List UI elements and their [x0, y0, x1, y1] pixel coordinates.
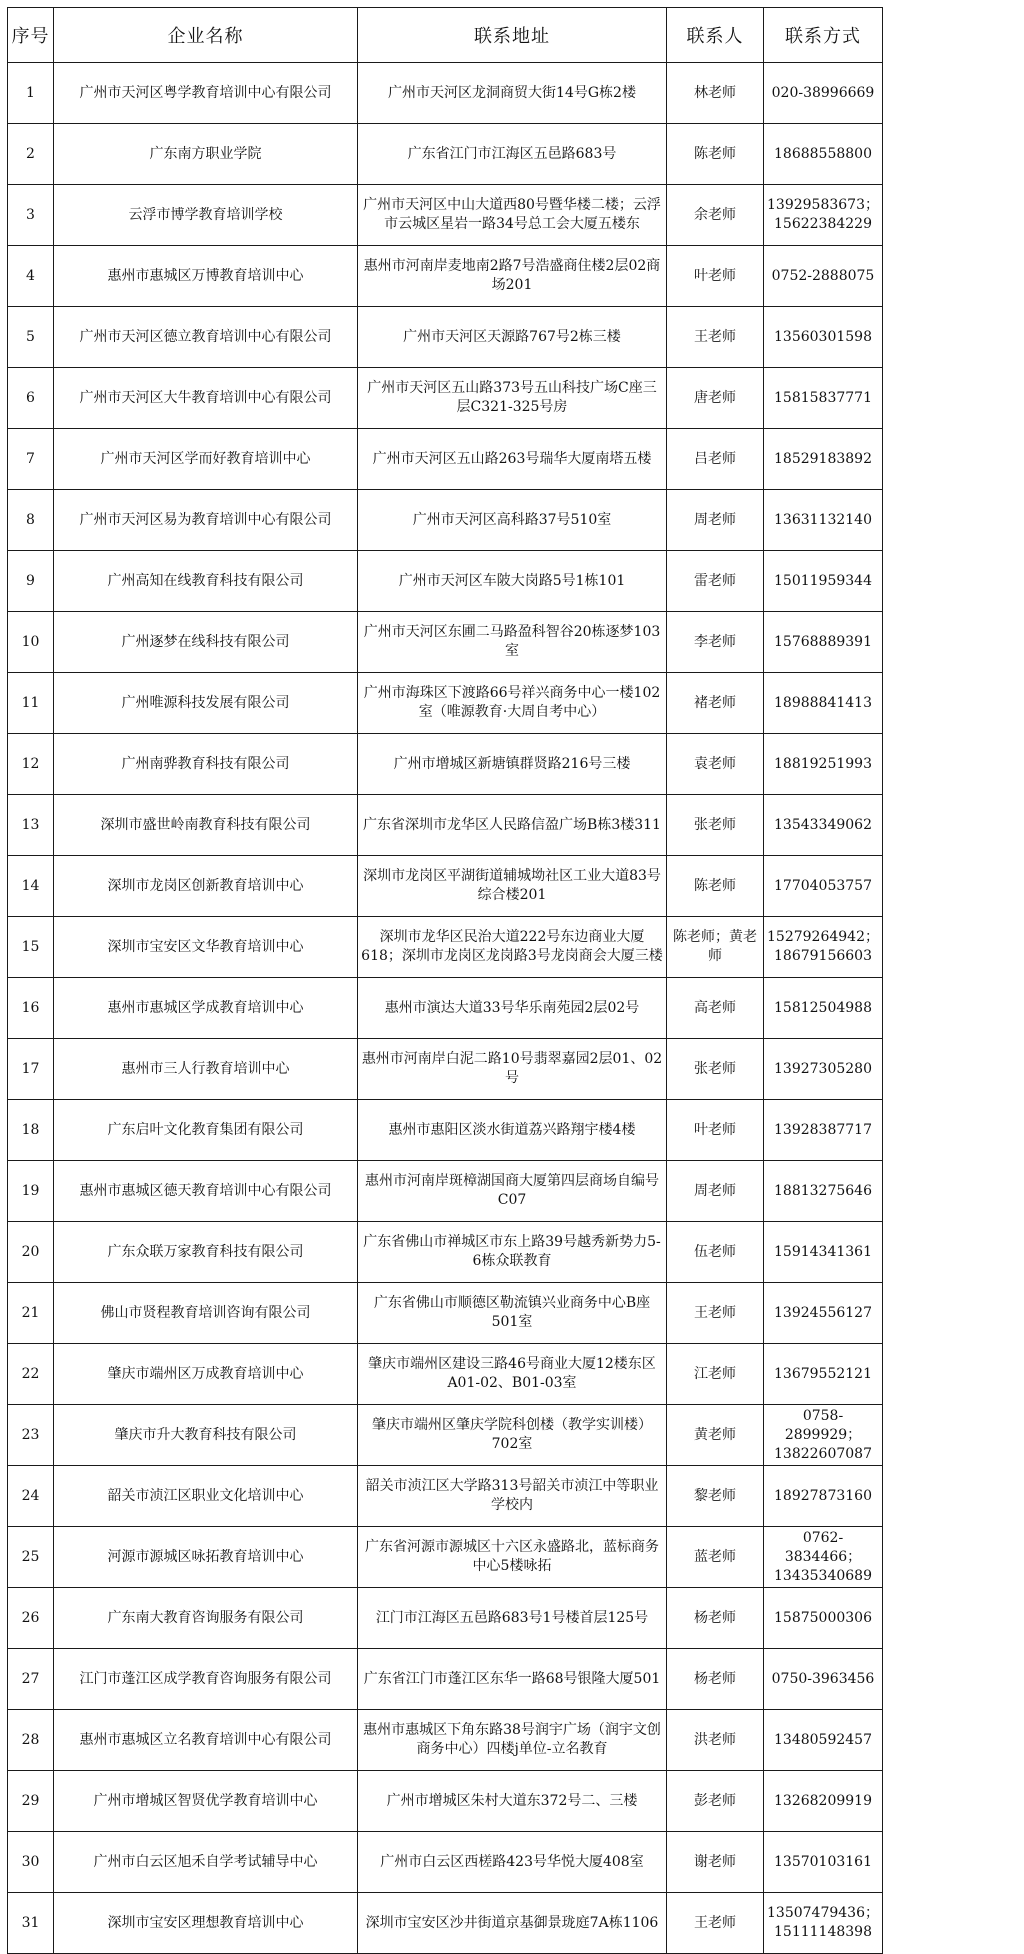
cell-contact-person: 余老师 — [667, 185, 764, 246]
cell-index: 1 — [8, 63, 54, 124]
cell-contact-method: 15011959344 — [764, 551, 883, 612]
cell-contact-method: 13631132140 — [764, 490, 883, 551]
cell-contact-person: 褚老师 — [667, 673, 764, 734]
cell-company-name: 深圳市龙岗区创新教育培训中心 — [54, 856, 358, 917]
cell-contact-person: 王老师 — [667, 1893, 764, 1954]
cell-index: 30 — [8, 1832, 54, 1893]
header-address: 联系地址 — [358, 8, 667, 63]
cell-contact-person: 杨老师 — [667, 1588, 764, 1649]
cell-contact-method: 18529183892 — [764, 429, 883, 490]
cell-index: 11 — [8, 673, 54, 734]
cell-index: 18 — [8, 1100, 54, 1161]
cell-contact-person: 林老师 — [667, 63, 764, 124]
cell-index: 6 — [8, 368, 54, 429]
cell-contact-method: 0758-2899929；13822607087 — [764, 1405, 883, 1466]
cell-index: 15 — [8, 917, 54, 978]
cell-contact-method: 13268209919 — [764, 1771, 883, 1832]
table-row — [8, 1161, 883, 1222]
cell-company-name: 肇庆市升大教育科技有限公司 — [54, 1405, 358, 1466]
cell-index: 24 — [8, 1466, 54, 1527]
cell-company-name: 韶关市浈江区职业文化培训中心 — [54, 1466, 358, 1527]
cell-address: 广州市天河区五山路373号五山科技广场C座三层C321-325号房 — [358, 368, 667, 429]
cell-company-name: 广东众联万家教育科技有限公司 — [54, 1222, 358, 1283]
cell-contact-person: 伍老师 — [667, 1222, 764, 1283]
institution-contact-table — [7, 7, 883, 1954]
header-company-name: 企业名称 — [54, 8, 358, 63]
cell-contact-method: 13570103161 — [764, 1832, 883, 1893]
cell-index: 14 — [8, 856, 54, 917]
cell-company-name: 河源市源城区咏拓教育培训中心 — [54, 1527, 358, 1588]
cell-contact-method: 13560301598 — [764, 307, 883, 368]
cell-index: 26 — [8, 1588, 54, 1649]
cell-address: 广东省深圳市龙华区人民路信盈广场B栋3楼311 — [358, 795, 667, 856]
cell-contact-method: 0750-3963456 — [764, 1649, 883, 1710]
cell-company-name: 广州市白云区旭禾自学考试辅导中心 — [54, 1832, 358, 1893]
table-row — [8, 1344, 883, 1405]
table-row — [8, 1405, 883, 1466]
cell-contact-method: 13929583673；15622384229 — [764, 185, 883, 246]
cell-contact-method: 13507479436；15111148398 — [764, 1893, 883, 1954]
table-row — [8, 1283, 883, 1344]
cell-company-name: 广州市天河区粤学教育培训中心有限公司 — [54, 63, 358, 124]
table-row — [8, 63, 883, 124]
table-row — [8, 307, 883, 368]
cell-contact-person: 彭老师 — [667, 1771, 764, 1832]
cell-index: 12 — [8, 734, 54, 795]
cell-contact-person: 蓝老师 — [667, 1527, 764, 1588]
cell-contact-method: 13543349062 — [764, 795, 883, 856]
cell-index: 22 — [8, 1344, 54, 1405]
cell-contact-person: 王老师 — [667, 1283, 764, 1344]
cell-index: 17 — [8, 1039, 54, 1100]
cell-address: 广州市天河区天源路767号2栋三楼 — [358, 307, 667, 368]
cell-address: 广东省河源市源城区十六区永盛路北，蓝标商务中心5楼咏拓 — [358, 1527, 667, 1588]
table-row — [8, 1100, 883, 1161]
table-row — [8, 1771, 883, 1832]
cell-company-name: 佛山市贤程教育培训咨询有限公司 — [54, 1283, 358, 1344]
cell-company-name: 云浮市博学教育培训学校 — [54, 185, 358, 246]
cell-contact-method: 18988841413 — [764, 673, 883, 734]
cell-index: 5 — [8, 307, 54, 368]
cell-contact-method: 15812504988 — [764, 978, 883, 1039]
cell-index: 2 — [8, 124, 54, 185]
table-row — [8, 856, 883, 917]
cell-contact-method: 18688558800 — [764, 124, 883, 185]
cell-address: 广州市增城区朱村大道东372号二、三楼 — [358, 1771, 667, 1832]
cell-contact-method: 15768889391 — [764, 612, 883, 673]
cell-contact-person: 谢老师 — [667, 1832, 764, 1893]
cell-company-name: 广州市增城区智贤优学教育培训中心 — [54, 1771, 358, 1832]
cell-index: 25 — [8, 1527, 54, 1588]
table-row — [8, 429, 883, 490]
table-row — [8, 1893, 883, 1954]
cell-company-name: 惠州市惠城区学成教育培训中心 — [54, 978, 358, 1039]
cell-address: 广州市天河区车陂大岗路5号1栋101 — [358, 551, 667, 612]
cell-index: 19 — [8, 1161, 54, 1222]
table-body — [8, 63, 883, 1954]
table-row — [8, 1527, 883, 1588]
cell-company-name: 广州唯源科技发展有限公司 — [54, 673, 358, 734]
cell-index: 28 — [8, 1710, 54, 1771]
cell-index: 8 — [8, 490, 54, 551]
cell-contact-method: 0762-3834466；13435340689 — [764, 1527, 883, 1588]
cell-contact-method: 18927873160 — [764, 1466, 883, 1527]
cell-contact-method: 15875000306 — [764, 1588, 883, 1649]
table-row — [8, 368, 883, 429]
cell-contact-person: 陈老师；黄老师 — [667, 917, 764, 978]
table-row — [8, 673, 883, 734]
cell-address: 肇庆市端州区建设三路46号商业大厦12楼东区A01-02、B01-03室 — [358, 1344, 667, 1405]
cell-index: 13 — [8, 795, 54, 856]
cell-contact-person: 周老师 — [667, 1161, 764, 1222]
cell-contact-method: 13927305280 — [764, 1039, 883, 1100]
cell-company-name: 广州逐梦在线科技有限公司 — [54, 612, 358, 673]
cell-contact-person: 张老师 — [667, 795, 764, 856]
cell-contact-person: 叶老师 — [667, 1100, 764, 1161]
header-index: 序号 — [8, 8, 54, 63]
cell-contact-person: 高老师 — [667, 978, 764, 1039]
table-row — [8, 734, 883, 795]
cell-company-name: 肇庆市端州区万成教育培训中心 — [54, 1344, 358, 1405]
cell-contact-method: 13480592457 — [764, 1710, 883, 1771]
cell-company-name: 深圳市盛世岭南教育科技有限公司 — [54, 795, 358, 856]
cell-contact-person: 江老师 — [667, 1344, 764, 1405]
cell-address: 深圳市宝安区沙井街道京基御景珑庭7A栋1106 — [358, 1893, 667, 1954]
cell-company-name: 广东南方职业学院 — [54, 124, 358, 185]
cell-company-name: 广东启叶文化教育集团有限公司 — [54, 1100, 358, 1161]
cell-contact-person: 黄老师 — [667, 1405, 764, 1466]
cell-contact-method: 020-38996669 — [764, 63, 883, 124]
cell-company-name: 惠州市惠城区德天教育培训中心有限公司 — [54, 1161, 358, 1222]
cell-address: 惠州市河南岸白泥二路10号翡翠嘉园2层01、02号 — [358, 1039, 667, 1100]
cell-contact-method: 0752-2888075 — [764, 246, 883, 307]
table-row — [8, 612, 883, 673]
cell-index: 4 — [8, 246, 54, 307]
cell-contact-person: 李老师 — [667, 612, 764, 673]
cell-address: 惠州市惠城区下角东路38号润宇广场（润宇文创商务中心）四楼j单位-立名教育 — [358, 1710, 667, 1771]
cell-contact-person: 陈老师 — [667, 124, 764, 185]
cell-address: 广东省佛山市禅城区市东上路39号越秀新势力5-6栋众联教育 — [358, 1222, 667, 1283]
cell-address: 广东省佛山市顺德区勒流镇兴业商务中心B座501室 — [358, 1283, 667, 1344]
cell-contact-method: 15815837771 — [764, 368, 883, 429]
cell-company-name: 广州市天河区德立教育培训中心有限公司 — [54, 307, 358, 368]
cell-address: 惠州市惠阳区淡水街道荔兴路翔宇楼4楼 — [358, 1100, 667, 1161]
cell-address: 广州市天河区东圃二马路盈科智谷20栋逐梦103室 — [358, 612, 667, 673]
cell-company-name: 广州市天河区易为教育培训中心有限公司 — [54, 490, 358, 551]
cell-company-name: 广州市天河区学而好教育培训中心 — [54, 429, 358, 490]
table-row — [8, 1649, 883, 1710]
cell-company-name: 惠州市惠城区立名教育培训中心有限公司 — [54, 1710, 358, 1771]
cell-index: 29 — [8, 1771, 54, 1832]
cell-contact-method: 13924556127 — [764, 1283, 883, 1344]
cell-address: 深圳市龙华区民治大道222号东边商业大厦618；深圳市龙岗区龙岗路3号龙岗商会大厦三楼 — [358, 917, 667, 978]
cell-company-name: 惠州市惠城区万博教育培训中心 — [54, 246, 358, 307]
cell-address: 江门市江海区五邑路683号1号楼首层125号 — [358, 1588, 667, 1649]
cell-index: 31 — [8, 1893, 54, 1954]
cell-address: 广东省江门市江海区五邑路683号 — [358, 124, 667, 185]
cell-company-name: 广州高知在线教育科技有限公司 — [54, 551, 358, 612]
cell-address: 广州市白云区西槎路423号华悦大厦408室 — [358, 1832, 667, 1893]
table-row — [8, 185, 883, 246]
cell-address: 广东省江门市蓬江区东华一路68号银隆大厦501 — [358, 1649, 667, 1710]
table-row — [8, 1222, 883, 1283]
cell-address: 深圳市龙岗区平湖街道辅城坳社区工业大道83号综合楼201 — [358, 856, 667, 917]
table-row — [8, 1039, 883, 1100]
cell-contact-person: 王老师 — [667, 307, 764, 368]
cell-address: 广州市天河区中山大道西80号暨华楼二楼；云浮市云城区星岩一路34号总工会大厦五楼东 — [358, 185, 667, 246]
cell-index: 10 — [8, 612, 54, 673]
cell-contact-person: 张老师 — [667, 1039, 764, 1100]
cell-contact-method: 13679552121 — [764, 1344, 883, 1405]
cell-index: 23 — [8, 1405, 54, 1466]
cell-address: 惠州市河南岸麦地南2路7号浩盛商住楼2层02商场201 — [358, 246, 667, 307]
header-contact-person: 联系人 — [667, 8, 764, 63]
cell-index: 20 — [8, 1222, 54, 1283]
cell-index: 27 — [8, 1649, 54, 1710]
table-row — [8, 917, 883, 978]
cell-company-name: 广州南骅教育科技有限公司 — [54, 734, 358, 795]
cell-contact-person: 洪老师 — [667, 1710, 764, 1771]
cell-address: 惠州市演达大道33号华乐南苑园2层02号 — [358, 978, 667, 1039]
cell-company-name: 深圳市宝安区文华教育培训中心 — [54, 917, 358, 978]
cell-index: 3 — [8, 185, 54, 246]
cell-address: 惠州市河南岸斑樟湖国商大厦第四层商场自编号C07 — [358, 1161, 667, 1222]
cell-contact-person: 吕老师 — [667, 429, 764, 490]
cell-company-name: 深圳市宝安区理想教育培训中心 — [54, 1893, 358, 1954]
table-row — [8, 124, 883, 185]
cell-contact-person: 雷老师 — [667, 551, 764, 612]
table-row — [8, 1832, 883, 1893]
table-row — [8, 490, 883, 551]
cell-contact-method: 15279264942；18679156603 — [764, 917, 883, 978]
cell-company-name: 惠州市三人行教育培训中心 — [54, 1039, 358, 1100]
cell-company-name: 江门市蓬江区成学教育咨询服务有限公司 — [54, 1649, 358, 1710]
cell-address: 广州市天河区高科路37号510室 — [358, 490, 667, 551]
cell-address: 广州市增城区新塘镇群贤路216号三楼 — [358, 734, 667, 795]
cell-index: 16 — [8, 978, 54, 1039]
cell-contact-method: 18819251993 — [764, 734, 883, 795]
table-row — [8, 1466, 883, 1527]
cell-contact-person: 袁老师 — [667, 734, 764, 795]
header-contact-method: 联系方式 — [764, 8, 883, 63]
cell-address: 韶关市浈江区大学路313号韶关市浈江中等职业学校内 — [358, 1466, 667, 1527]
cell-index: 7 — [8, 429, 54, 490]
cell-contact-method: 17704053757 — [764, 856, 883, 917]
table-row — [8, 246, 883, 307]
cell-company-name: 广东南大教育咨询服务有限公司 — [54, 1588, 358, 1649]
cell-address: 广州市海珠区下渡路66号祥兴商务中心一楼102室（唯源教育·大周自考中心） — [358, 673, 667, 734]
cell-contact-person: 陈老师 — [667, 856, 764, 917]
table-row — [8, 1710, 883, 1771]
cell-index: 9 — [8, 551, 54, 612]
table-row — [8, 1588, 883, 1649]
table-row — [8, 551, 883, 612]
table-row — [8, 795, 883, 856]
cell-address: 广州市天河区五山路263号瑞华大厦南塔五楼 — [358, 429, 667, 490]
cell-contact-method: 15914341361 — [764, 1222, 883, 1283]
cell-contact-person: 黎老师 — [667, 1466, 764, 1527]
cell-contact-person: 杨老师 — [667, 1649, 764, 1710]
cell-company-name: 广州市天河区大牛教育培训中心有限公司 — [54, 368, 358, 429]
cell-address: 广州市天河区龙洞商贸大街14号G栋2楼 — [358, 63, 667, 124]
cell-contact-method: 13928387717 — [764, 1100, 883, 1161]
cell-contact-person: 叶老师 — [667, 246, 764, 307]
table-header-row — [8, 8, 883, 63]
table-row — [8, 978, 883, 1039]
cell-contact-method: 18813275646 — [764, 1161, 883, 1222]
cell-contact-person: 周老师 — [667, 490, 764, 551]
cell-address: 肇庆市端州区肇庆学院科创楼（教学实训楼）702室 — [358, 1405, 667, 1466]
cell-contact-person: 唐老师 — [667, 368, 764, 429]
cell-index: 21 — [8, 1283, 54, 1344]
